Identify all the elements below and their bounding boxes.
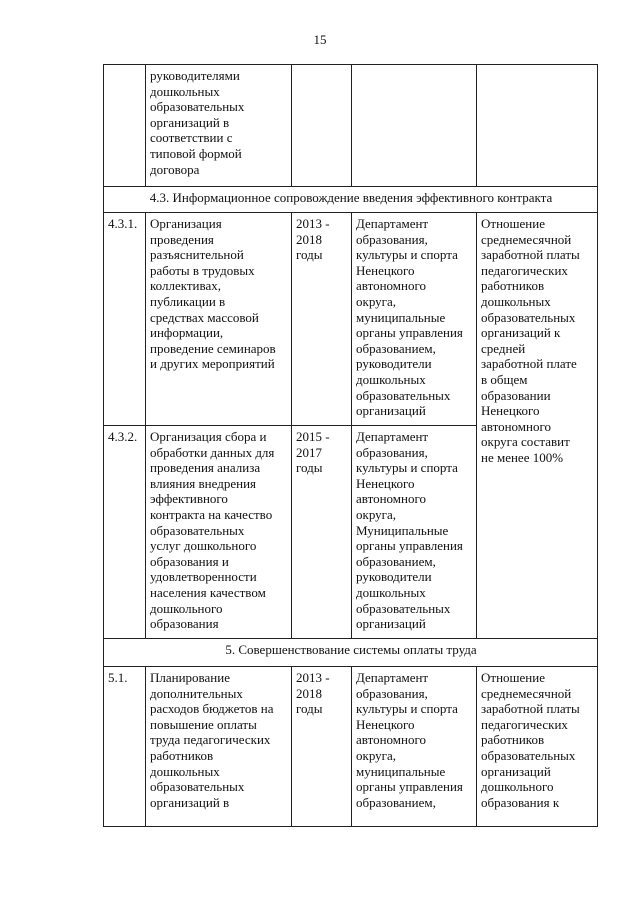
row-number-cell: 4.3.1. xyxy=(104,213,146,426)
responsible-cell: Департамент образования, культуры и спорта Ненецкого автономного округа, муниципальные органы управления образованием, руководители дошкольных образовательных организаций xyxy=(352,213,477,426)
table-row xyxy=(104,65,598,187)
action-cell: Организация сбора и обработки данных для проведения анализа влияния внедрения эффективного контракта на качество образовательных услуг дошкольного образования и удовлетворенности населения качеством дошкольного образования xyxy=(146,426,292,639)
section-heading-4-3: 4.3. Информационное сопровождение введения эффективного контракта xyxy=(104,187,598,213)
indicator-cell xyxy=(477,65,598,187)
years-cell xyxy=(292,65,352,187)
responsible-cell xyxy=(352,65,477,187)
years-cell: 2013 - 2018 годы xyxy=(292,667,352,827)
action-cell: Планирование дополнительных расходов бюджетов на повышение оплаты труда педагогических работников дошкольных образовательных организаций в xyxy=(146,667,292,827)
indicator-cell: Отношение среднемесячной заработной платы педагогических работников образовательных организаций дошкольного образования к xyxy=(477,667,598,827)
years-cell: 2013 - 2018 годы xyxy=(292,213,352,426)
table-row xyxy=(104,667,598,827)
action-cell: Организация проведения разъяснительной работы в трудовых коллективах, публикации в средствах массовой информации, проведение семинаров и других мероприятий xyxy=(146,213,292,426)
row-number-cell: 5.1. xyxy=(104,667,146,827)
row-number-cell: 4.3.2. xyxy=(104,426,146,639)
indicator-cell: Отношение среднемесячной заработной платы педагогических работников дошкольных образовательных организаций к средней заработной плате в общем образовании Ненецкого автономного округа составит не менее 100% xyxy=(477,213,598,639)
section-row xyxy=(104,187,598,213)
years-cell: 2015 - 2017 годы xyxy=(292,426,352,639)
section-row xyxy=(104,639,598,667)
table-row xyxy=(104,213,598,426)
responsible-cell: Департамент образования, культуры и спорта Ненецкого автономного округа, Муниципальные органы управления образованием, руководители дошкольных образовательных организаций xyxy=(352,426,477,639)
page-number: 15 xyxy=(313,32,327,47)
row-number-cell xyxy=(104,65,146,187)
responsible-cell: Департамент образования, культуры и спорта Ненецкого автономного округа, муниципальные органы управления образованием, xyxy=(352,667,477,827)
section-heading-5: 5. Совершенствование системы оплаты труда xyxy=(104,639,598,667)
measures-table xyxy=(103,64,598,827)
action-cell: руководителями дошкольных образовательных организаций в соответствии с типовой формой договора xyxy=(146,65,292,187)
